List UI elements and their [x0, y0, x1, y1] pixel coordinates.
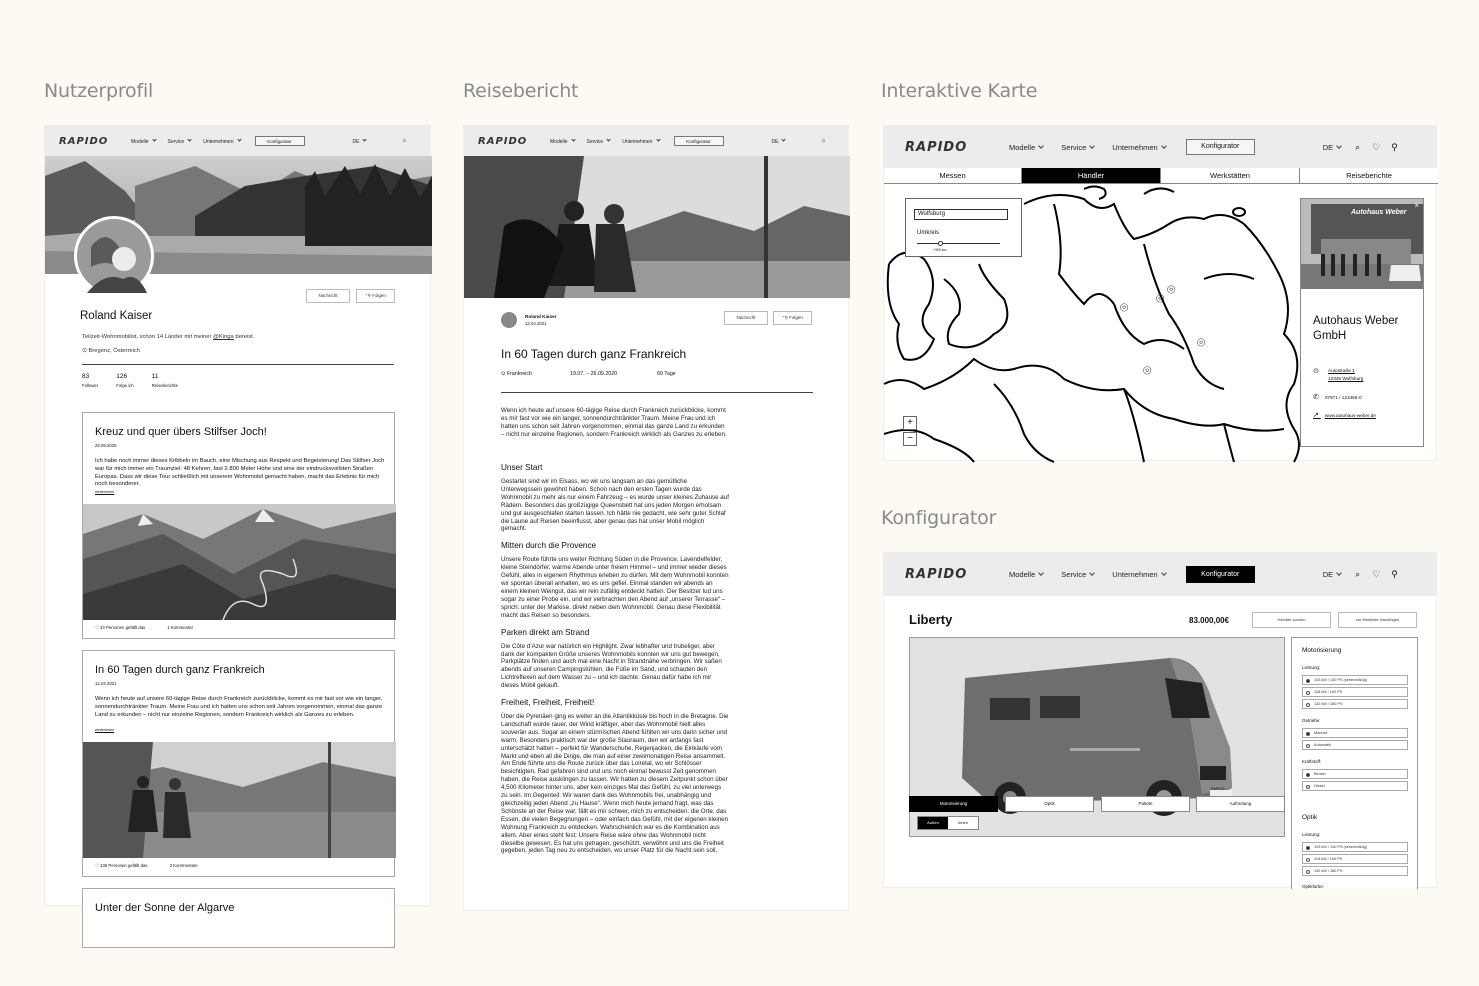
- report-date: 12.04.2021: [525, 321, 547, 326]
- read-more-link[interactable]: weiterlesen: [95, 490, 115, 494]
- post-date: 25.09.2025: [95, 443, 117, 448]
- report-hero-photo: [464, 156, 850, 298]
- stat-following[interactable]: 126 Folge ich: [116, 373, 134, 388]
- nav-models[interactable]: Modelle: [1009, 143, 1043, 152]
- heart-icon[interactable]: ♡: [1372, 569, 1381, 579]
- nav-company[interactable]: Unternehmen: [622, 138, 659, 145]
- nav-company[interactable]: Unternehmen: [1112, 570, 1165, 579]
- location-input[interactable]: Wolfsburg: [914, 209, 1008, 220]
- dealer-address[interactable]: ⊙ Autostraße 1 12345 Wolfsburg: [1313, 368, 1364, 381]
- follow-button[interactable]: ⁺⚲ Folgen: [773, 311, 812, 325]
- logo[interactable]: RAPIDO: [905, 567, 968, 582]
- option-radio[interactable]: 132 kW / 180 PS: [1302, 699, 1408, 709]
- chevron-down-icon: [1161, 570, 1167, 576]
- top-nav: [464, 126, 848, 156]
- user-icon[interactable]: ⌂: [402, 138, 407, 144]
- nav-models[interactable]: Modelle: [550, 138, 575, 145]
- post-meta: [95, 863, 198, 869]
- divider: [501, 392, 813, 393]
- tab-reports[interactable]: Reiseberichte: [1300, 168, 1438, 184]
- post-date: 12.04.2021: [95, 681, 117, 686]
- language-select[interactable]: DE: [772, 138, 786, 145]
- stat-reports[interactable]: 11 Reiseberichte: [151, 373, 178, 388]
- add-user-icon: ⁺⚲: [782, 315, 790, 320]
- map-pin-icon[interactable]: ⌾: [1167, 281, 1176, 297]
- nav-service[interactable]: Service: [1061, 570, 1094, 579]
- post-card[interactable]: [82, 888, 395, 948]
- report-frame: [463, 125, 849, 911]
- chevron-down-icon: [1038, 570, 1044, 576]
- option-label: Leistung:: [1302, 832, 1321, 837]
- nav-company[interactable]: Unternehmen: [1112, 143, 1165, 152]
- panel-title: Motorisierung: [1302, 647, 1342, 654]
- section-text: Unsere Route führte uns weiter Richtung Süden in die Provence. Lavendelfelder, kleine Steindörfer, warme Abende unter freiem Himmel – und immer wieder dieses Gefühl, alles in eigenem Rhythmus erleben zu dürfen. Mit dem Wohnmobil konnten wir spontan überall anhalten, wo es uns gefiel. Einmal standen wir abends an einem kleinen Weingut, das wir rein zufällig entdeckt hatten. Der Besitzer lud uns sogar zu einer Probe ein, und wir verbrachten den Abend auf „unserer Terrasse“ – sprich: unter der Markise, direkt neben dem Wohnmobil. Genau diese Flexibilität macht das Reisen so besonders.: [501, 556, 729, 619]
- tab-dealers[interactable]: Händler: [1022, 168, 1161, 184]
- section-title-profile: Nutzerprofil: [44, 80, 154, 102]
- heart-icon[interactable]: ♡: [1372, 141, 1381, 152]
- option-radio[interactable]: 103 kW / 140 PS (serienmäßig): [1302, 842, 1408, 852]
- tab-fairs[interactable]: Messen: [884, 168, 1022, 184]
- location-pin-icon: ⊙: [82, 348, 89, 354]
- nav-service[interactable]: Service: [587, 138, 611, 145]
- tab-workshops[interactable]: Werkstätten: [1161, 168, 1300, 184]
- language-select[interactable]: DE: [353, 138, 367, 145]
- stat-followers[interactable]: 83 Follower: [82, 373, 99, 388]
- configurator-button[interactable]: Konfigurator: [674, 136, 724, 146]
- location-pin-icon: ⊙: [1313, 368, 1319, 375]
- option-radio[interactable]: Diesel: [1302, 781, 1408, 791]
- report-intro: Wenn ich heute auf unsere 60-tägige Reise durch Frankreich zurückblicke, kommt es mir fast vor wie ein langer, sonnendurchtränkter Traum. Meine Frau und ich hatten uns schon seit Jahren vorgenommen, einmal das ganze Land zu erkunden – nicht nur einzelne Regionen, sondern Frankreich wirklich als Ganzes zu erleben.: [501, 407, 727, 438]
- configurator-button[interactable]: Konfigurator: [1186, 566, 1255, 583]
- message-button[interactable]: Nachricht: [724, 311, 768, 325]
- like-button[interactable]: ♡ 43 Personen gefällt das: [95, 625, 146, 630]
- option-radio[interactable]: 103 kW / 140 PS (serienmäßig): [1302, 675, 1408, 685]
- read-more-link[interactable]: weiterlesen: [95, 728, 115, 732]
- map-pin-icon[interactable]: ⌾: [1120, 299, 1129, 315]
- follow-button[interactable]: ⁺⚲ Folgen: [356, 289, 395, 303]
- dealer-sign: Autohaus Weber: [1351, 209, 1407, 216]
- view-inside-toggle[interactable]: Innen: [957, 820, 968, 825]
- option-radio[interactable]: 132 kW / 180 PS: [1302, 866, 1408, 876]
- configurator-button[interactable]: Konfigurator: [255, 136, 305, 146]
- profile-location: ⊙ Bregenz, Österreich: [82, 348, 141, 354]
- view-toggle: [917, 816, 979, 830]
- post-meta: [95, 625, 193, 631]
- map-pin-icon[interactable]: ⌾: [1156, 290, 1165, 306]
- post-excerpt: Wenn ich heute auf unsere 60-tägige Reise durch Frankreich zurückblicke, kommt es mir fast vor wie ein langer, sonnendurchtränkter Traum. Meine Frau und ich hatten uns schon seit Jahren vorgenommen, einmal das ganze Land zu erkunden – nicht nur einzelne Regionen, sondern Frankreich wirklich als Ganzes zu erleben.: [95, 696, 383, 718]
- author-name[interactable]: Roland Kaiser: [525, 314, 557, 319]
- heart-icon: ♡: [95, 625, 101, 630]
- radius-value: +300 km: [933, 248, 947, 252]
- nav-models[interactable]: Modelle: [131, 138, 156, 145]
- map-pin-icon[interactable]: ⌾: [1197, 334, 1206, 350]
- report-body: [501, 463, 729, 855]
- section-text: Über die Pyrenäen ging es weiter an die Atlantikküste bis hoch in die Bretagne. Die Landschaft wurde rauer, der Wind kräftiger, aber das Wohnmobil hielt alles souverän aus. Sogar an einem stürmischen Abend fühlten wir uns darin sicher und warm. Besonders praktisch war der große Stauraum, den wir anfangs fast unterschätzt hatten – perfekt für Wanderschuhe, Regenjacken, die Einkäufe vom Markt und eben all die Dinge, die man auf einer zweimonatigen Reise ansammelt. Am Ende führte uns die Route zurück über das Loiretal, wo wir Schlösser besichtigten, Rad gefahren sind und uns noch einmal bewusst Zeit genommen haben, die Reise ausklingen zu lassen. Wir hatten zu diesem Zeitpunkt schon über 4.500 Kilometer hinter uns, aber kein einziges Mal das Gefühl, zu viel unterwegs zu sein. Im Gegenteil: Wir waren dank des Wohnmobils frei, unabhängig und gleichzeitig jeden Abend „zu Hause“. Wenn mich heute jemand fragt, was das Schönste an der Reise war, fällt es mir schwer, mich zu entscheiden: die Orte, das Essen, die vielen Begegnungen – oder einfach das Gefühl, mit der eigenen kleinen Wohnung Frankreich zu entdecken. Wahrscheinlich war es die Kombination aus allem. Aber eines steht fest: Unsere Reise wäre ohne das Wohnmobil nicht dieselbe gewesen. Es hat uns getragen, geschützt, verwöhnt und uns die Freiheit gegeben, jeden Tag neu zu entscheiden, wo unser Platz für die Nacht sein soll.: [501, 713, 729, 855]
- zoom-in-button[interactable]: +: [903, 416, 917, 430]
- chevron-down-icon: [1089, 570, 1095, 576]
- section-text: Die Côte d’Azur war natürlich ein Highlight. Zwar lebhafter und trubeliger, aber dank der kompakten Größe unseres Wohnmobils konnten wir uns gut bewegen, Parkplätze finden und auch mal eine Nacht in Strandnähe verbringen. Wir saßen abends auf unseren Campingstühlen, die Füße im Sand, und schauten den Lichtreflexen auf dem Wasser zu – und ich dachte: Genau dafür habe ich mir dieses Mobil gekauft.: [501, 642, 722, 690]
- close-icon[interactable]: ×: [1414, 201, 1419, 210]
- avatar[interactable]: [74, 216, 154, 296]
- chevron-down-icon: [1336, 570, 1342, 576]
- external-link-icon: ↗: [1313, 412, 1321, 419]
- profile-frame: [44, 125, 431, 914]
- option-label: Leistung:: [1302, 665, 1321, 670]
- post-photo-camping: [83, 742, 396, 858]
- dealer-phone[interactable]: ✆ 07971 / 123456-0: [1313, 394, 1362, 401]
- zoom-out-button[interactable]: −: [903, 432, 917, 446]
- top-nav: [884, 553, 1436, 596]
- view-outside-toggle[interactable]: Außen: [918, 817, 948, 829]
- add-user-icon: ⁺⚲: [365, 293, 373, 298]
- post-card[interactable]: [82, 650, 395, 877]
- option-label: Getriebe:: [1302, 718, 1321, 723]
- section-heading: Unser Start: [501, 463, 543, 472]
- option-radio[interactable]: 118 kW / 160 PS: [1302, 687, 1408, 697]
- profile-bio: Teilzeit-Wohnmobilist, schon 14 Länder mit meiner @Kinga bereist.: [82, 334, 255, 340]
- tab-optics[interactable]: Optik: [1005, 796, 1094, 812]
- option-radio[interactable]: Benzin: [1302, 769, 1408, 779]
- dealer-card: [1300, 198, 1424, 447]
- option-label: Kraftstoff:: [1302, 759, 1322, 764]
- location-pin-icon: ⊙: [501, 371, 507, 377]
- chevron-down-icon: [607, 137, 611, 141]
- nav-service[interactable]: Service: [1061, 143, 1094, 152]
- post-photo-mountain-pass: [83, 504, 396, 620]
- section-title-config: Konfigurator: [881, 507, 997, 529]
- section-heading: Mitten durch die Provence: [501, 541, 597, 551]
- panel-title: Optik: [1302, 814, 1318, 821]
- nav-service[interactable]: Service: [168, 138, 192, 145]
- report-title: In 60 Tagen durch ganz Frankreich: [501, 347, 687, 361]
- user-icon[interactable]: ⌂: [821, 138, 826, 144]
- configurator-frame: [883, 552, 1437, 888]
- section-heading: Parken direkt am Strand: [501, 627, 590, 637]
- tab-packages[interactable]: Pakete: [1101, 796, 1190, 812]
- map-frame: [883, 125, 1437, 461]
- logo[interactable]: RAPIDO: [59, 135, 109, 147]
- map-search-panel: [905, 198, 1022, 257]
- chevron-down-icon: [188, 137, 192, 141]
- author-avatar[interactable]: [501, 312, 517, 328]
- chevron-down-icon: [1038, 143, 1044, 149]
- user-icon[interactable]: ⚲: [1391, 141, 1398, 152]
- chevron-down-icon: [1089, 143, 1095, 149]
- post-title: Kreuz und quer übers Stilfser Joch!: [95, 426, 267, 438]
- logo[interactable]: RAPIDO: [905, 139, 968, 155]
- chevron-down-icon: [363, 137, 367, 141]
- tab-engine[interactable]: Motorisierung: [909, 796, 998, 812]
- model-name: Liberty: [909, 612, 953, 627]
- top-nav: [884, 126, 1436, 168]
- user-icon[interactable]: ⚲: [1391, 569, 1398, 579]
- heart-icon: ♡: [95, 863, 101, 868]
- radius-slider-handle[interactable]: [938, 241, 943, 246]
- map-pin-icon[interactable]: ⌾: [1143, 362, 1152, 378]
- configurator-button[interactable]: Konfigurator: [1186, 139, 1255, 155]
- phone-icon: ✆: [1313, 394, 1321, 401]
- radius-slider[interactable]: [917, 243, 1000, 244]
- language-select[interactable]: DE: [1323, 143, 1341, 152]
- dealer-photo: [1301, 199, 1423, 289]
- chevron-down-icon: [237, 137, 241, 141]
- option-radio[interactable]: Automatik: [1302, 740, 1408, 750]
- model-price: 83.000,00€: [1189, 616, 1230, 625]
- like-button[interactable]: ♡ 136 Personen gefällt das: [95, 863, 148, 868]
- nav-models[interactable]: Modelle: [1009, 570, 1043, 579]
- language-select[interactable]: DE: [1323, 570, 1341, 579]
- search-icon[interactable]: ⌕: [1355, 569, 1361, 579]
- chevron-down-icon: [571, 137, 575, 141]
- post-card[interactable]: [82, 412, 395, 639]
- post-title: In 60 Tagen durch ganz Frankreich: [95, 664, 265, 676]
- option-radio[interactable]: 118 kW / 160 PS: [1302, 854, 1408, 864]
- section-text: Gestartet sind wir im Elsass, wo wir uns langsam an das gemütliche Unterwegssein gewöhnt haben. Schon nach den ersten Tagen wurde das Wohnmobil zu mehr als nur einem Fahrzeug – es wurde unser kleines Zuhause auf Rädern. Besonders das großzügige Queensbett hat uns jeden Morgen erholsam und gut ausgeschlafen starten lassen. Ich hätte nie gedacht, wie sehr guter Schlaf die Laune auf Reisen beeinflusst, aber genau das hat unser Mobil möglich gemacht.: [501, 478, 729, 533]
- post-excerpt: Ich habe noch immer dieses Kribbeln im Bauch, eine Mischung aus Respekt und Begeisterung! Das Stilfser Joch war für mich immer ein Traumziel: 48 Kehren, fast 2.800 Meter Höhe und eine der eindrucksvollsten Straßen Europas. Dass wir diese Tour schließlich mit unserem Wohnmobil gemacht haben, macht das Erlebnis für mich noch besonderer.: [95, 458, 385, 488]
- message-button[interactable]: Nachricht: [306, 289, 350, 303]
- tab-upgrades[interactable]: Aufrüstung: [1196, 796, 1285, 812]
- options-panel: [1291, 637, 1418, 889]
- post-title: Unter der Sonne der Algarve: [95, 902, 235, 914]
- section-title-report: Reisebericht: [463, 80, 579, 102]
- chevron-down-icon: [1336, 143, 1342, 149]
- divider: [82, 364, 394, 365]
- logo[interactable]: RAPIDO: [478, 135, 528, 147]
- radius-label: Umkreis: [917, 230, 939, 236]
- license-plate: RAPIDO: [1211, 787, 1225, 791]
- profile-stats: [82, 373, 178, 388]
- bio-mention-link[interactable]: @Kinga: [213, 334, 234, 340]
- add-to-wishlist-button[interactable]: zur Merkliste hinzufügen: [1338, 612, 1417, 628]
- nav-company[interactable]: Unternehmen: [203, 138, 240, 145]
- chevron-down-icon: [782, 137, 786, 141]
- chevron-down-icon: [1161, 143, 1167, 149]
- profile-name: Roland Kaiser: [80, 310, 153, 322]
- top-nav: [45, 126, 430, 156]
- comments-link[interactable]: 1 Kommentar: [167, 625, 193, 630]
- search-icon[interactable]: ⌕: [1355, 141, 1361, 152]
- find-dealer-button[interactable]: Händler suchen: [1252, 612, 1331, 628]
- dealer-name: Autohaus Weber GmbH: [1313, 315, 1399, 342]
- section-title-map: Interaktive Karte: [881, 80, 1038, 102]
- report-meta: ⊙ Frankreich 19.07. – 26.09.2020 60 Tage: [501, 371, 676, 377]
- option-radio[interactable]: Manuell: [1302, 728, 1408, 738]
- section-heading: Freiheit, Freiheit, Freiheit!: [501, 698, 595, 708]
- chevron-down-icon: [152, 137, 156, 141]
- comments-link[interactable]: 3 Kommentare: [169, 863, 198, 868]
- dealer-website[interactable]: ↗ www.autohaus-weber.de: [1313, 412, 1376, 419]
- option-label: Optikfarbe:: [1302, 884, 1325, 889]
- chevron-down-icon: [656, 137, 660, 141]
